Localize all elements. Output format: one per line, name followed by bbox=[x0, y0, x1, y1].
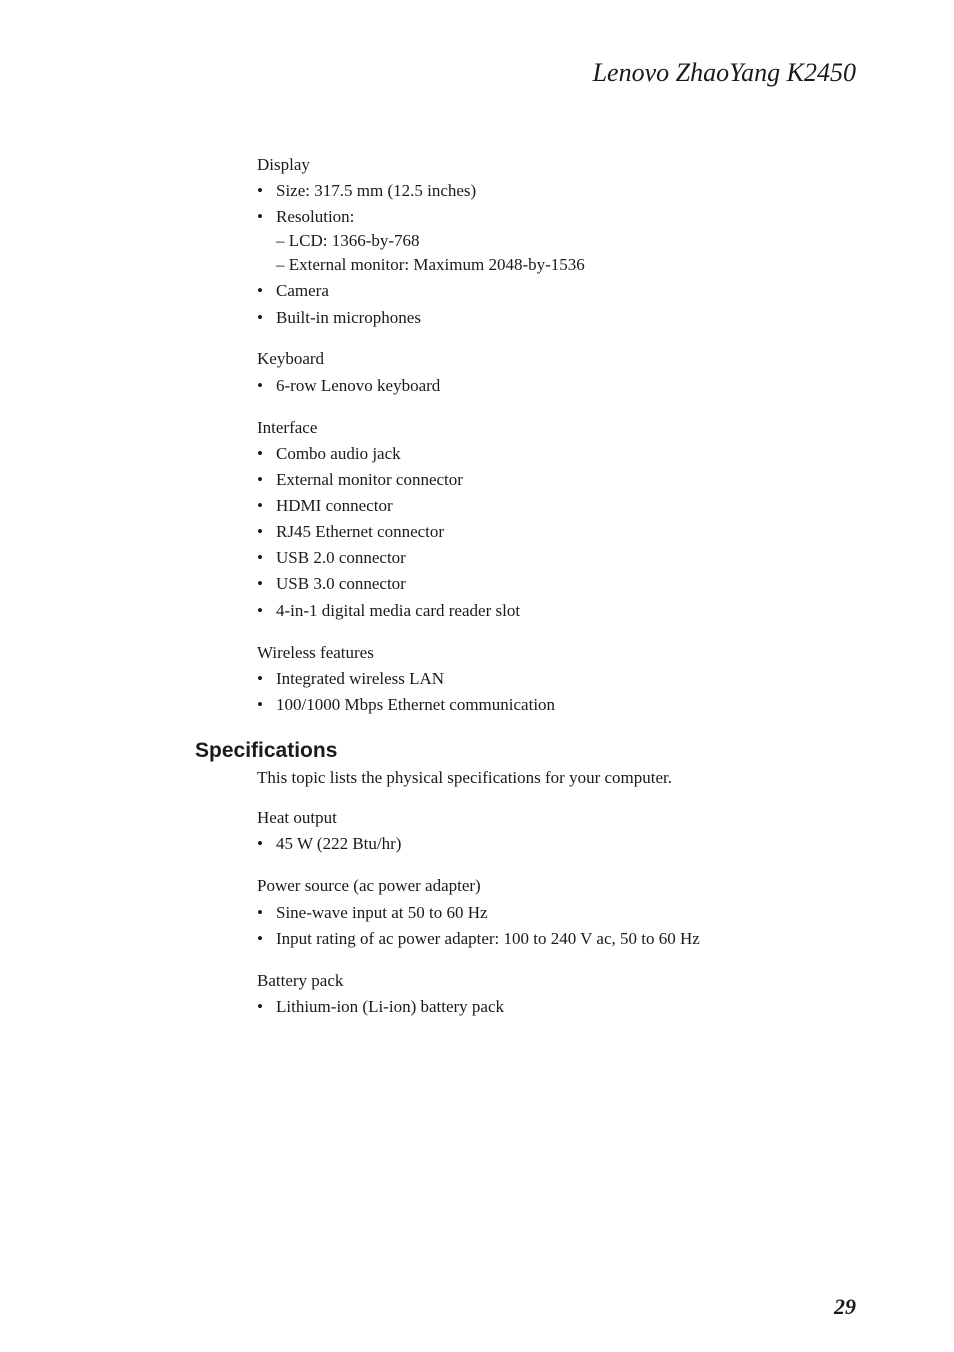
bullet-icon: • bbox=[257, 281, 263, 300]
bullet-icon: • bbox=[257, 695, 263, 714]
power-rating-text: Input rating of ac power adapter: 100 to 240 V ac, 50 to 60 Hz bbox=[276, 929, 700, 948]
display-size-text: Size: 317.5 mm (12.5 inches) bbox=[276, 181, 477, 200]
list-item bbox=[257, 444, 401, 464]
list-item bbox=[257, 929, 700, 949]
interface-audio-text: Combo audio jack bbox=[276, 444, 401, 463]
bullet-icon: • bbox=[257, 669, 263, 688]
wireless-ethernet-text: 100/1000 Mbps Ethernet communication bbox=[276, 695, 556, 714]
interface-card-reader-text: 4-in-1 digital media card reader slot bbox=[276, 601, 521, 620]
interface-rj45-text: RJ45 Ethernet connector bbox=[276, 522, 445, 541]
interface-group-label: Interface bbox=[257, 418, 318, 437]
list-item bbox=[257, 181, 476, 201]
power-input-text: Sine-wave input at 50 to 60 Hz bbox=[276, 903, 488, 922]
list-item bbox=[257, 376, 440, 396]
bullet-icon: • bbox=[257, 496, 263, 515]
list-item bbox=[257, 574, 406, 594]
list-item bbox=[257, 834, 401, 854]
list-item bbox=[257, 281, 329, 301]
power-source-label: Power source (ac power adapter) bbox=[257, 876, 481, 895]
heat-output-label: Heat output bbox=[257, 808, 337, 827]
display-resolution-text: Resolution: bbox=[276, 207, 355, 226]
list-item bbox=[257, 903, 488, 923]
display-resolution-lcd-text: – LCD: 1366-by-768 bbox=[276, 231, 420, 250]
list-item bbox=[257, 207, 354, 227]
interface-monitor-text: External monitor connector bbox=[276, 470, 463, 489]
wireless-group-label: Wireless features bbox=[257, 643, 374, 662]
bullet-icon: • bbox=[257, 929, 263, 948]
bullet-icon: • bbox=[257, 444, 263, 463]
keyboard-group-label: Keyboard bbox=[257, 349, 325, 368]
interface-usb2-text: USB 2.0 connector bbox=[276, 548, 406, 567]
bullet-icon: • bbox=[257, 470, 263, 489]
display-resolution-external-text: – External monitor: Maximum 2048-by-1536 bbox=[276, 255, 585, 274]
list-item bbox=[257, 496, 393, 516]
display-microphones-text: Built-in microphones bbox=[276, 308, 421, 327]
bullet-icon: • bbox=[257, 207, 263, 226]
specifications-intro: This topic lists the physical specifications for your computer. bbox=[257, 768, 672, 787]
bullet-icon: • bbox=[257, 601, 263, 620]
interface-hdmi-text: HDMI connector bbox=[276, 496, 393, 515]
bullet-icon: • bbox=[257, 522, 263, 541]
bullet-icon: • bbox=[257, 548, 263, 567]
interface-usb3-text: USB 3.0 connector bbox=[276, 574, 406, 593]
bullet-icon: • bbox=[257, 834, 263, 853]
list-item bbox=[257, 548, 406, 568]
bullet-icon: • bbox=[257, 997, 263, 1016]
list-item bbox=[257, 669, 444, 689]
list-item bbox=[257, 470, 463, 490]
specifications-heading: Specifications bbox=[195, 739, 338, 762]
bullet-icon: • bbox=[257, 181, 263, 200]
bullet-icon: • bbox=[257, 574, 263, 593]
battery-pack-label: Battery pack bbox=[257, 971, 344, 990]
list-item bbox=[257, 695, 555, 715]
list-item bbox=[257, 601, 520, 621]
page-number: 29 bbox=[834, 1294, 856, 1319]
keyboard-text: 6-row Lenovo keyboard bbox=[276, 376, 441, 395]
bullet-icon: • bbox=[257, 903, 263, 922]
display-camera-text: Camera bbox=[276, 281, 329, 300]
bullet-icon: • bbox=[257, 308, 263, 327]
wireless-wlan-text: Integrated wireless LAN bbox=[276, 669, 445, 688]
display-group-label: Display bbox=[257, 155, 310, 174]
list-item bbox=[257, 308, 421, 328]
list-item bbox=[257, 997, 504, 1017]
battery-type-text: Lithium-ion (Li-ion) battery pack bbox=[276, 997, 505, 1016]
running-header-title: Lenovo ZhaoYang K2450 bbox=[592, 58, 856, 87]
heat-output-value: 45 W (222 Btu/hr) bbox=[276, 834, 402, 853]
list-item bbox=[257, 522, 444, 542]
bullet-icon: • bbox=[257, 376, 263, 395]
